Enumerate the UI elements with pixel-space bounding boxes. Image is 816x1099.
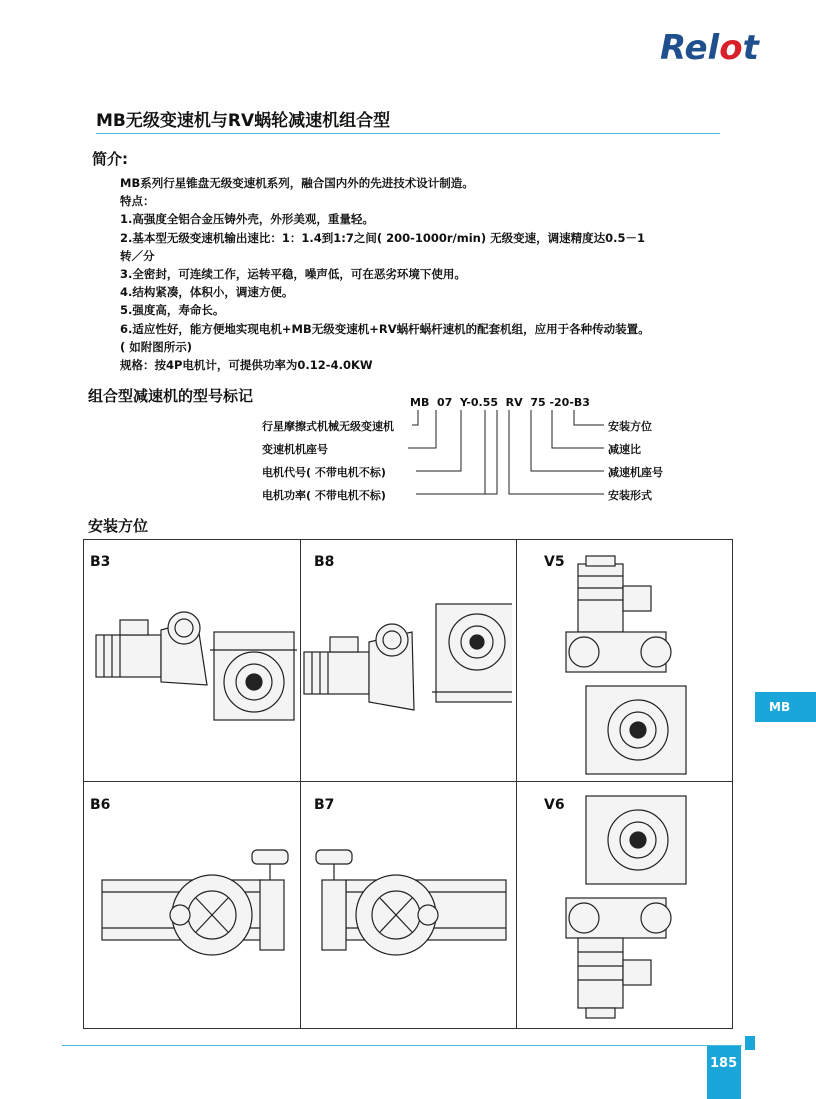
intro-line: 转／分 xyxy=(120,248,155,263)
b3-gearbox-drawing xyxy=(92,590,297,730)
grid-divider xyxy=(516,540,517,1028)
model-code: MB 07 Y-0.55 RV 75 -20-B3 xyxy=(410,396,590,409)
brand-logo: Relot xyxy=(660,28,759,68)
v6-gearbox-drawing xyxy=(546,790,730,1026)
label-motor-code: 电机代号( 不带电机不标) xyxy=(262,466,386,479)
mounting-grid xyxy=(83,539,733,1029)
mount-label-b3: B3 xyxy=(90,554,111,570)
b6-gearbox-drawing xyxy=(100,840,300,990)
page-title: MB无级变速机与RV蜗轮减速机组合型 xyxy=(96,111,391,131)
grid-divider xyxy=(300,540,301,1028)
page-number: 185 xyxy=(710,1056,738,1071)
intro-line: 特点： xyxy=(120,194,155,209)
b7-gearbox-drawing xyxy=(310,840,510,990)
label-motor-power: 电机功率( 不带电机不标) xyxy=(262,489,386,502)
mount-label-v6: V6 xyxy=(544,797,565,813)
label-mount-position: 安装方位 xyxy=(608,420,652,433)
label-mount-type: 安装形式 xyxy=(608,489,652,502)
mount-label-b6: B6 xyxy=(90,797,111,813)
intro-line: 规格：按4P电机计，可提供功率为0.12-4.0KW xyxy=(120,358,373,373)
intro-line: ( 如附图所示) xyxy=(120,339,193,354)
intro-line: 4.结构紧凑，体积小，调速方便。 xyxy=(120,285,294,300)
intro-heading: 简介: xyxy=(92,150,128,168)
mounting-heading: 安装方位 xyxy=(88,517,149,535)
page-number-box xyxy=(707,1046,741,1099)
section-tab-mb: MB xyxy=(755,692,816,722)
b8-gearbox-drawing xyxy=(302,602,512,762)
v5-gearbox-drawing xyxy=(546,546,730,778)
mount-label-v5: V5 xyxy=(544,554,565,570)
page-marker xyxy=(745,1036,755,1050)
intro-line: 6.适应性好，能方便地实现电机+MB无级变速机+RV蜗杆蜗杆速机的配套机组，应用于各种传动装置。 xyxy=(120,321,650,336)
intro-line: 1.高强度全铝合金压铸外壳，外形美观，重量轻。 xyxy=(120,212,374,227)
intro-line: MB系列行星锥盘无级变速机系列，融合国内外的先进技术设计制造。 xyxy=(120,176,474,190)
mount-label-b8: B8 xyxy=(314,554,335,570)
grid-divider xyxy=(84,781,732,782)
footer-divider xyxy=(62,1045,742,1046)
intro-line: 5.强度高，寿命长。 xyxy=(120,303,225,318)
mount-label-b7: B7 xyxy=(314,797,335,813)
model-heading: 组合型减速机的型号标记 xyxy=(88,387,254,405)
label-variator-frame: 变速机机座号 xyxy=(262,443,328,456)
label-ratio: 减速比 xyxy=(608,443,641,456)
intro-line: 3.全密封，可连续工作，运转平稳，噪声低，可在恶劣环境下使用。 xyxy=(120,267,466,282)
label-reducer-frame: 减速机座号 xyxy=(608,466,663,479)
intro-line: 2.基本型无级变速机输出速比：1：1.4到1:7之间( 200-1000r/min) 无级变速，调速精度达0.5－1 xyxy=(120,230,646,245)
label-variator: 行星摩擦式机械无级变速机 xyxy=(262,420,394,433)
designation-leader-lines xyxy=(0,0,816,520)
